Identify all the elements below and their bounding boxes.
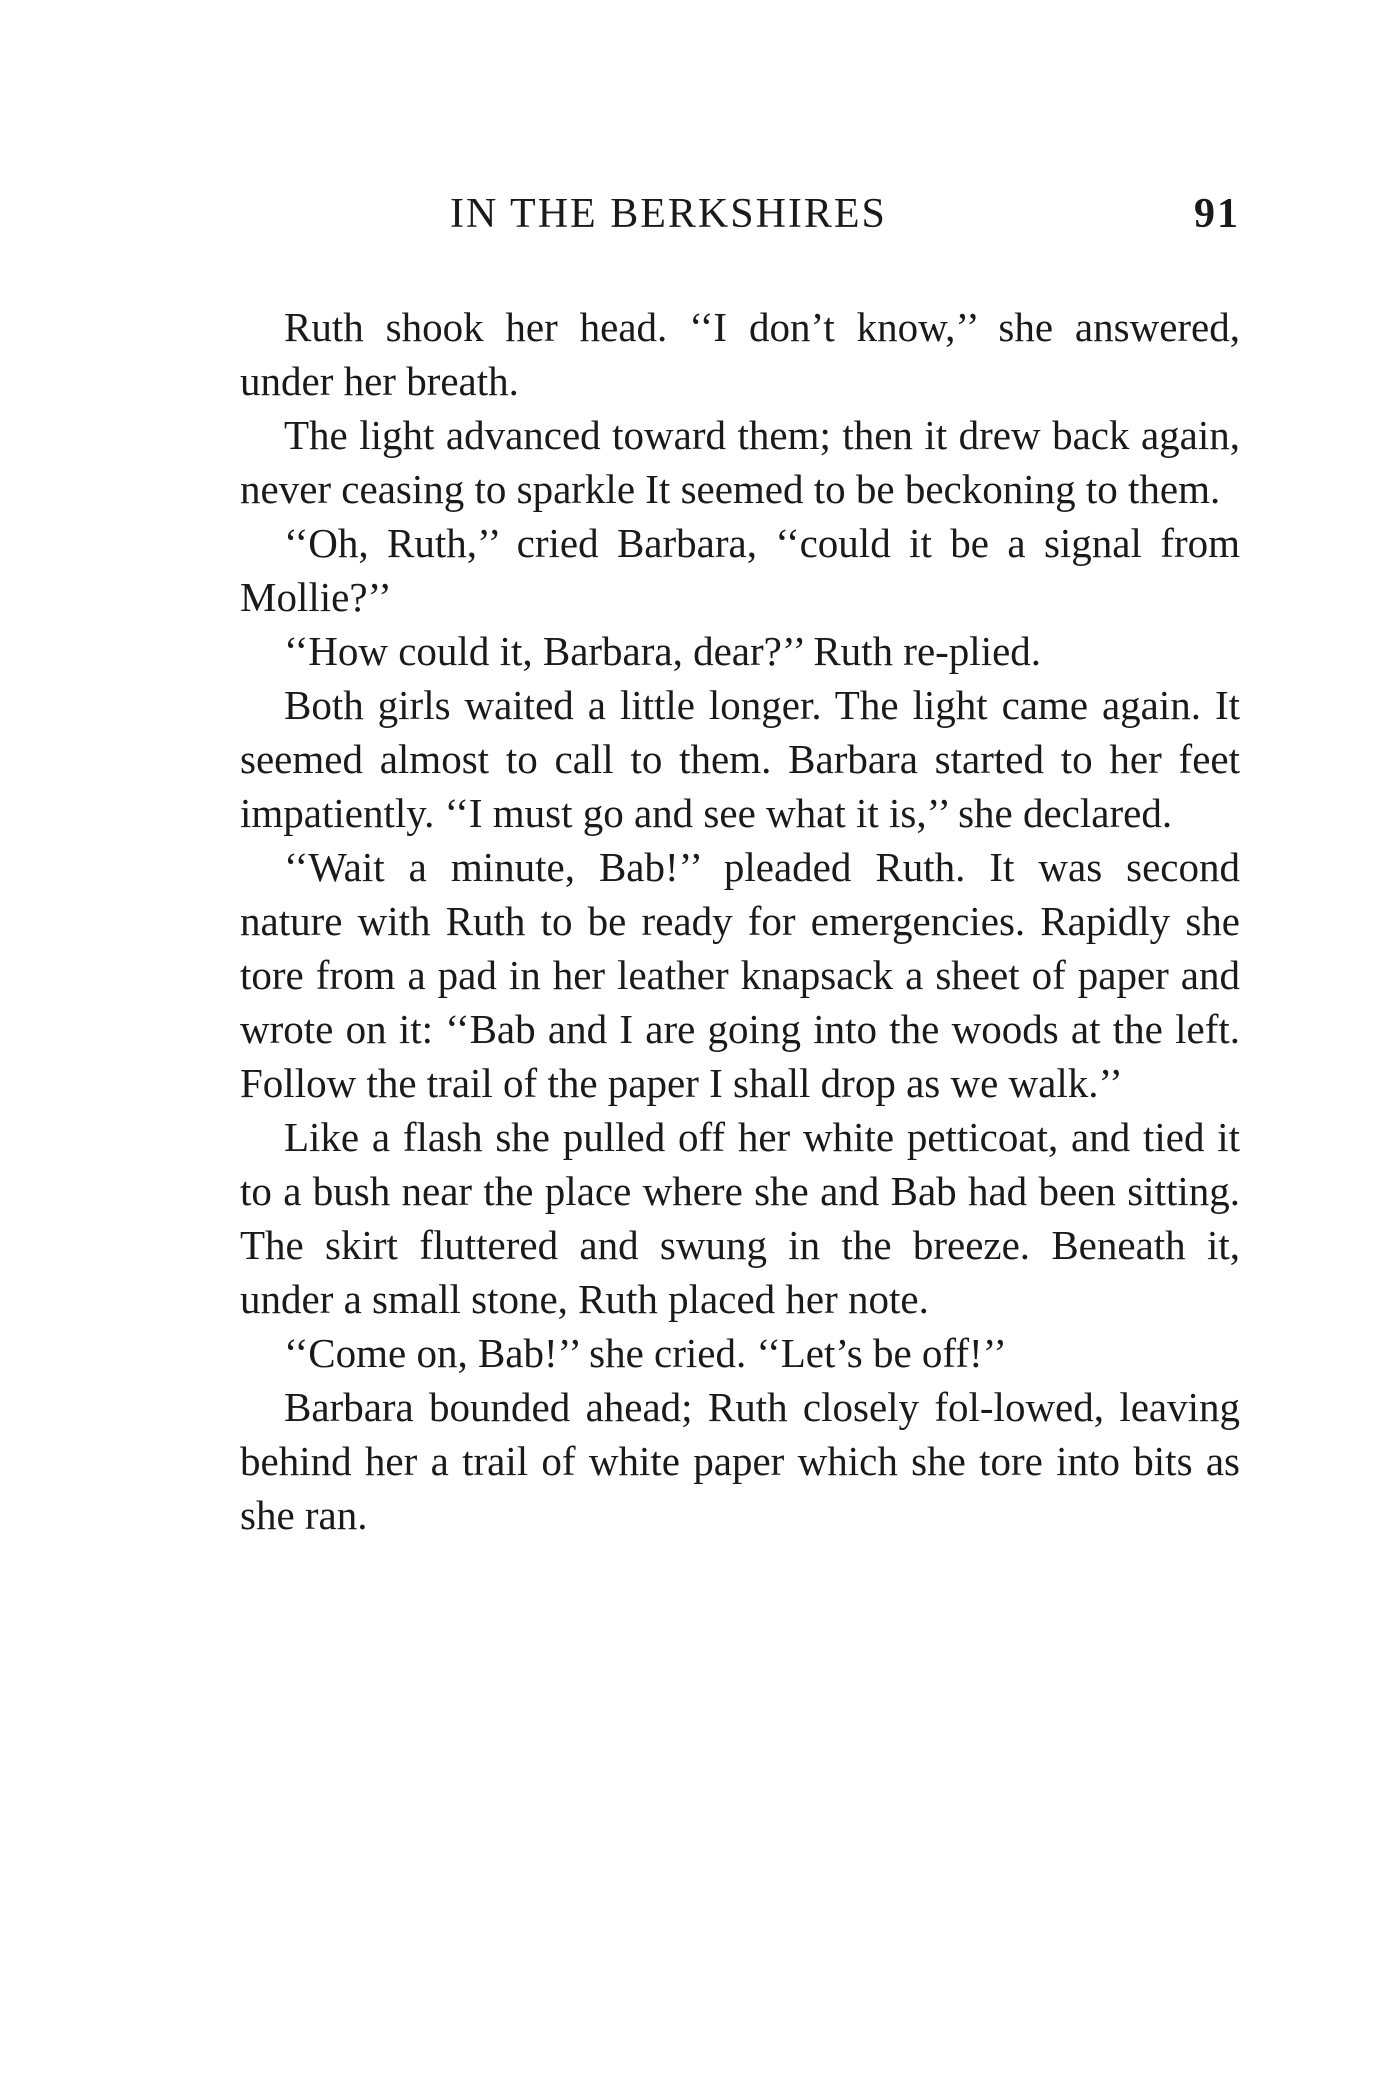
paragraph: The light advanced toward them; then it drew back again, never ceasing to sparkle It seemed to be beckoning to them. [240,412,1240,512]
paragraph: Like a flash she pulled off her white petticoat, and tied it to a bush near the place where she and Bab had been sitting. The skirt fluttered and swung in the breeze. Beneath it, under a small stone, Ruth placed her note. [240,1114,1240,1322]
paragraph: ‘‘Wait a minute, Bab!’’ pleaded Ruth. It was second nature with Ruth to be ready for emergencies. Rapidly she tore from a pad in her leather knapsack a sheet of paper and wrote on it: ‘‘Bab and I are going into the woods at the left. Follow the trail of the paper I shall drop as we walk.’’ [240,844,1240,1106]
running-head: IN THE BERKSHIRES [450,191,887,237]
page-header [240,190,1240,250]
paragraph: ‘‘How could it, Barbara, dear?’’ Ruth re-plied. [284,628,1042,674]
page-number: 91 [1194,191,1240,237]
paragraph: ‘‘Come on, Bab!’’ she cried. ‘‘Let’s be off!’’ [284,1330,1007,1376]
paragraph: Barbara bounded ahead; Ruth closely fol-lowed, leaving behind her a trail of white paper which she tore into bits as she ran. [240,1384,1240,1538]
paragraph: Ruth shook her head. ‘‘I don’t know,’’ she answered, under her breath. [240,304,1240,404]
paragraph: Both girls waited a little longer. The light came again. It seemed almost to call to them. Barbara started to her feet impatiently. ‘‘I must go and see what it is,’’ she declared. [240,682,1240,836]
body-text [240,300,1240,1542]
paragraph: ‘‘Oh, Ruth,’’ cried Barbara, ‘‘could it be a signal from Mollie?’’ [240,520,1240,620]
